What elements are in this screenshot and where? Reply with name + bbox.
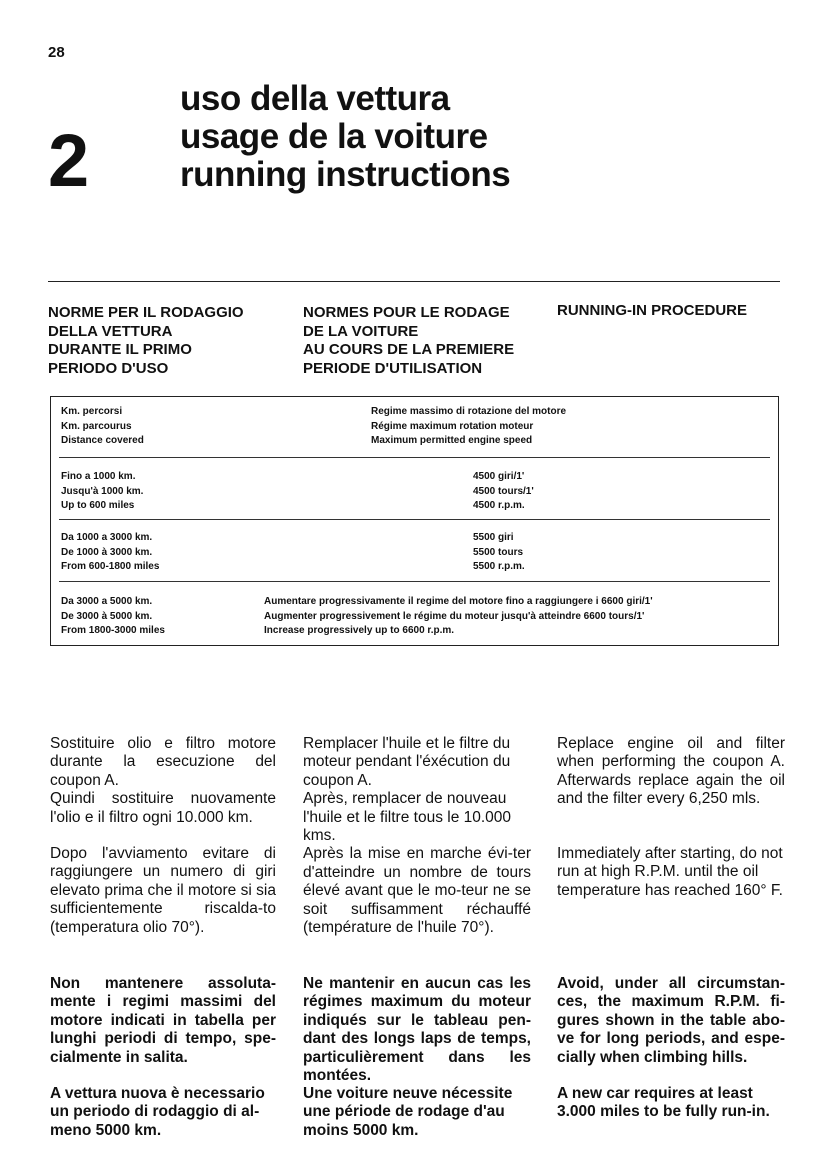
body-it-oil [50, 735, 276, 827]
table-cell: Fino a 1000 km. [61, 471, 136, 482]
heading-line: RUNNING-IN PROCEDURE [557, 302, 748, 319]
warning-it-runin [50, 1085, 276, 1140]
paragraph: Dopo l'avviamento evitare di raggiungere un numero di giri elevato prima che il motore si sia sufficientemente riscalda-to (temperatura olio 70°). [50, 845, 276, 936]
table-cell: Augmenter progressivement le régime du moteur jusqu'à atteindre 6600 tours/1' [264, 610, 645, 622]
chapter-titles [180, 80, 510, 194]
body-fr-oil [303, 735, 531, 937]
body-en-warmup [557, 845, 785, 900]
running-in-table [50, 396, 779, 646]
table-cell: From 600-1800 miles [61, 561, 160, 572]
table-cell: Km. parcourus [61, 420, 132, 432]
paragraph: Quindi sostituire nuovamente l'olio e il filtro ogni 10.000 km. [50, 790, 276, 826]
heading-line: DE LA VOITURE [303, 322, 419, 340]
heading-fr [303, 304, 514, 378]
table-cell: Maximum permitted engine speed [371, 435, 533, 446]
table-cell: 5500 tours [473, 546, 524, 558]
table-cell: Distance covered [61, 435, 144, 446]
heading-line: NORMES POUR LE RODAGE [303, 304, 510, 321]
table-cell: De 3000 à 5000 km. [61, 610, 153, 622]
warning-fr-rpm [303, 975, 531, 1085]
table-cell: Jusqu'à 1000 km. [61, 485, 144, 497]
paragraph: Replace engine oil and filter when performing the coupon A. Afterwards replace again the oil and the filter every 6,250 mls. [557, 735, 785, 808]
table-row-3-distance [61, 595, 165, 639]
table-header-engine-speed [371, 405, 566, 449]
heading-line: NORME PER IL RODAGGIO [48, 304, 244, 321]
heading-line: PERIODE D'UTILISATION [303, 359, 483, 377]
heading-line: DURANTE IL PRIMO [48, 341, 192, 358]
table-cell: 4500 r.p.m. [473, 500, 525, 511]
table-row-1-speed [473, 470, 534, 514]
paragraph: A vettura nuova è necessario un periodo di rodaggio di al-meno 5000 km. [50, 1085, 265, 1139]
heading-line: AU COURS DE LA PREMIERE [303, 341, 515, 358]
table-cell: Up to 600 miles [61, 500, 135, 511]
paragraph: Une voiture neuve nécessite une période de rodage d'au moins 5000 km. [303, 1085, 513, 1139]
table-row-2-distance [61, 531, 159, 575]
table-cell: Increase progressively up to 6600 r.p.m. [264, 625, 455, 636]
warning-it-rpm [50, 975, 276, 1067]
heading-line: DELLA VETTURA [48, 322, 173, 340]
paragraph: Remplacer l'huile et le filtre du moteur pendant l'éxécution du coupon A. [303, 735, 511, 789]
table-header-distance [61, 405, 144, 449]
table-divider [59, 457, 770, 458]
table-cell: 5500 giri [473, 532, 514, 543]
table-row-3-speed [264, 595, 653, 639]
table-cell: Aumentare progressivamente il regime del motore fino a raggiungere i 6600 giri/1' [264, 596, 653, 607]
table-cell: 4500 tours/1' [473, 485, 534, 497]
table-cell: 5500 r.p.m. [473, 561, 525, 572]
paragraph: A new car requires at least 3.000 miles to be fully run-in. [557, 1085, 770, 1121]
table-cell: Da 1000 a 3000 km. [61, 532, 153, 543]
paragraph: Non mantenere assoluta-mente i regimi massimi del motore indicati in tabella per lunghi periodi di tempo, spe-cialmente in salita. [50, 975, 276, 1066]
table-cell: From 1800-3000 miles [61, 625, 165, 636]
paragraph: Ne mantenir en aucun cas les régimes maximum du moteur indiqués sur le tableau pen-dant des longs laps de temps, particulièrement dans les montées. [303, 975, 531, 1085]
table-cell: De 1000 à 3000 km. [61, 546, 153, 558]
chapter-title-it: uso della vettura [180, 79, 450, 118]
table-cell: Da 3000 a 5000 km. [61, 596, 153, 607]
heading-line: PERIODO D'USO [48, 359, 169, 377]
table-cell: 4500 giri/1' [473, 471, 525, 482]
warning-fr-runin [303, 1085, 531, 1140]
table-cell: Régime maximum rotation moteur [371, 420, 534, 432]
paragraph: Sostituire olio e filtro motore durante la esecuzione del coupon A. [50, 735, 276, 789]
warning-en-rpm [557, 975, 785, 1067]
body-en-oil [557, 735, 785, 809]
chapter-title-en: running instructions [180, 155, 511, 194]
body-it-warmup [50, 845, 276, 937]
table-divider [59, 581, 770, 582]
warning-en-runin [557, 1085, 785, 1122]
paragraph: Après la mise en marche évi-ter d'atteindre un nombre de tours élevé avant que le mo-teur ne se soit suffisamment réchauffé (température de l'huile 70°). [303, 845, 531, 937]
table-cell: Regime massimo di rotazione del motore [371, 406, 567, 417]
table-row-2-speed [473, 531, 525, 575]
heading-it [48, 304, 244, 378]
heading-en [557, 302, 747, 321]
chapter-title-fr: usage de la voiture [180, 117, 488, 156]
table-row-1-distance [61, 470, 143, 514]
page-number: 28 [48, 44, 65, 61]
title-divider [48, 281, 780, 282]
table-divider [59, 519, 770, 520]
table-cell: Km. percorsi [61, 406, 123, 417]
paragraph: Immediately after starting, do not run at high R.P.M. until the oil temperature has reached 160° F. [557, 845, 783, 899]
paragraph: Avoid, under all circumstan-ces, the maximum R.P.M. fi-gures shown in the table abo-ve for long periods, and espe-cially when climbing hills. [557, 975, 785, 1066]
chapter-number: 2 [48, 119, 88, 202]
paragraph: Après, remplacer de nouveau l'huile et le filtre tous le 10.000 kms. [303, 790, 512, 845]
